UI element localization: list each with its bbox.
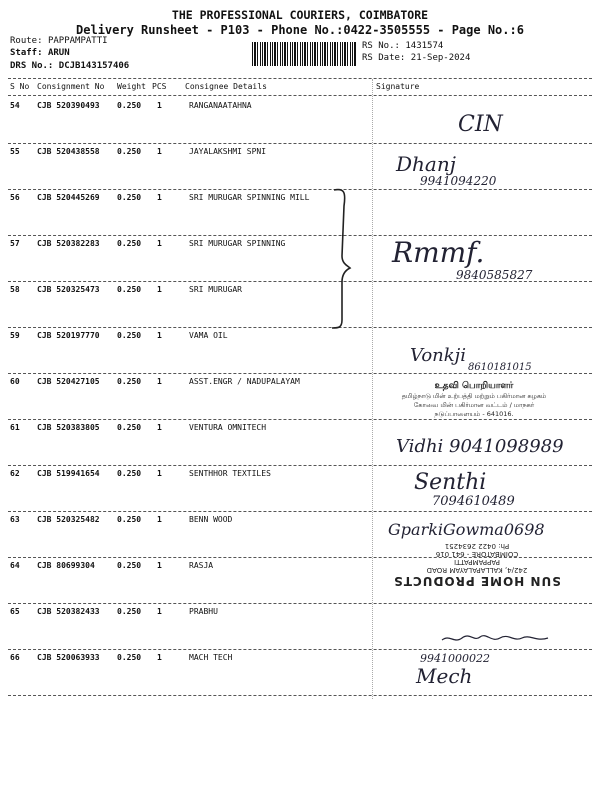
col-header-consignment: Consignment No xyxy=(37,82,105,91)
row-pcs: 1 xyxy=(157,561,162,570)
signature-55: Dhanj xyxy=(396,152,456,176)
runsheet-title: Delivery Runsheet - P103 - Phone No.:0422-3505555 - Page No.:6 xyxy=(76,23,524,37)
row-sno: 62 xyxy=(10,469,20,478)
row-consignee: MACH TECH xyxy=(189,653,233,662)
row-consignee: RANGANAATAHNA xyxy=(189,101,252,110)
row-consignee: SRI MURUGAR SPINNING xyxy=(189,239,286,248)
row-consignment: CJB 520063933 xyxy=(37,653,100,662)
signature-62-phone: 7094610489 xyxy=(432,494,515,509)
row-pcs: 1 xyxy=(157,653,162,662)
row-pcs: 1 xyxy=(157,331,162,340)
row-weight: 0.250 xyxy=(117,239,142,248)
drs-value: DCJB143157406 xyxy=(58,61,130,71)
signature-55-phone: 9941094220 xyxy=(420,174,497,188)
row-pcs: 1 xyxy=(157,469,162,478)
row-consignment: CJB 520445269 xyxy=(37,193,100,202)
route-label: Route: xyxy=(10,36,43,46)
barcode xyxy=(252,42,356,66)
col-header-consignee: Consignee Details xyxy=(185,82,267,91)
row-weight: 0.250 xyxy=(117,469,142,478)
rs-no-value: 1431574 xyxy=(405,41,444,51)
row-sno: 56 xyxy=(10,193,20,202)
row-pcs: 1 xyxy=(157,193,162,202)
row-divider xyxy=(8,511,592,512)
rs-no-line xyxy=(362,41,443,51)
signature-58-phone: 9840585827 xyxy=(456,268,533,282)
staff-line xyxy=(10,48,70,58)
route-line xyxy=(10,36,108,46)
table-row xyxy=(0,99,600,145)
drs-label: DRS No.: xyxy=(10,61,54,71)
signature-column-divider xyxy=(372,79,373,699)
row-pcs: 1 xyxy=(157,377,162,386)
row-consignee: RASJA xyxy=(189,561,214,570)
table-row xyxy=(0,651,600,697)
company-title: THE PROFESSIONAL COURIERS, COIMBATORE xyxy=(171,8,429,22)
staff-value: ARUN xyxy=(47,48,70,58)
signature-66-phone: 9941000022 xyxy=(420,652,490,665)
row-sno: 66 xyxy=(10,653,20,662)
signature-62: Senthi xyxy=(414,470,487,495)
table-row xyxy=(0,145,600,191)
row-weight: 0.250 xyxy=(117,331,142,340)
col-header-pcs: PCS xyxy=(152,82,167,91)
row-sno: 65 xyxy=(10,607,20,616)
row-weight: 0.250 xyxy=(117,377,142,386)
row-weight: 0.250 xyxy=(117,147,142,156)
signature-59: Vonkji xyxy=(410,345,467,366)
row-sno: 54 xyxy=(10,101,20,110)
row-sno: 60 xyxy=(10,377,20,386)
row-sno: 64 xyxy=(10,561,20,570)
row-consignee: VENTURA OMNITECH xyxy=(189,423,267,432)
row-sno: 61 xyxy=(10,423,20,432)
row-consignment: CJB 80699304 xyxy=(37,561,95,570)
col-header-sno: S No xyxy=(10,82,30,91)
row-pcs: 1 xyxy=(157,607,162,616)
staff-label: Staff: xyxy=(10,48,43,58)
row-divider xyxy=(8,143,592,144)
row-pcs: 1 xyxy=(157,101,162,110)
row-divider xyxy=(8,189,592,190)
signature-61: Vidhi 9041098989 xyxy=(396,436,564,457)
row-pcs: 1 xyxy=(157,147,162,156)
row-divider xyxy=(8,419,592,420)
signature-66: Mech xyxy=(416,664,473,688)
row-weight: 0.250 xyxy=(117,653,142,662)
row-weight: 0.250 xyxy=(117,101,142,110)
col-header-weight: Weight xyxy=(117,82,146,91)
row-consignment: CJB 520438558 xyxy=(37,147,100,156)
signature-59-phone: 8610181015 xyxy=(468,362,532,373)
row-consignee: VAMA OIL xyxy=(189,331,228,340)
stamp-line: PAPPAMPATTI xyxy=(454,558,500,566)
signature-54: CIN xyxy=(458,112,503,137)
row-pcs: 1 xyxy=(157,285,162,294)
stamp-line: COIMBATORE - 641 016 xyxy=(435,550,519,558)
stamp-line: 242/4, KALLAPALAYAM ROAD xyxy=(426,566,528,574)
row-consignee: SRI MURUGAR xyxy=(189,285,242,294)
row-consignee: ASST.ENGR / NADUPALAYAM xyxy=(189,377,300,386)
row-sno: 59 xyxy=(10,331,20,340)
rs-date-value: 21-Sep-2024 xyxy=(410,53,471,63)
signature-58: Rmmf. xyxy=(392,236,485,269)
row-sno: 63 xyxy=(10,515,20,524)
row-weight: 0.250 xyxy=(117,607,142,616)
row-divider xyxy=(8,649,592,650)
row-consignment: CJB 520383805 xyxy=(37,423,100,432)
row-weight: 0.250 xyxy=(117,193,142,202)
row-consignee: BENN WOOD xyxy=(189,515,233,524)
table-row xyxy=(0,283,600,329)
row-consignee: SENTHHOR TEXTILES xyxy=(189,469,271,478)
row-consignment: CJB 520325482 xyxy=(37,515,100,524)
stamp-line: நடுப்பாளையம் - 641016. xyxy=(434,410,514,418)
row-divider xyxy=(8,327,592,328)
stamp-line: SUN HOME PRODUCTS xyxy=(393,574,561,588)
row-pcs: 1 xyxy=(157,423,162,432)
row-divider xyxy=(8,373,592,374)
row-weight: 0.250 xyxy=(117,285,142,294)
row-divider xyxy=(8,695,592,696)
row-divider xyxy=(8,603,592,604)
row-consignment: CJB 520390493 xyxy=(37,101,100,110)
bracket-mark xyxy=(330,186,356,332)
row-sno: 55 xyxy=(10,147,20,156)
row-sno: 57 xyxy=(10,239,20,248)
stamp-line: கோவை மின் பகிர்மான வட்டம் / மாநகர் xyxy=(413,401,535,409)
row-consignee: JAYALAKSHMI SPNI xyxy=(189,147,267,156)
rs-date-label: RS Date: xyxy=(362,53,406,63)
row-weight: 0.250 xyxy=(117,561,142,570)
stamp-line: உதவி பொறியாளர் xyxy=(434,381,514,391)
row-divider xyxy=(8,465,592,466)
rs-no-label: RS No.: xyxy=(362,41,400,51)
stamp-line: தமிழ்நாடு மின் உற்பத்தி மற்றும் பகிர்மான கழகம் xyxy=(401,392,547,400)
route-value: PAPPAMPATTI xyxy=(47,36,108,46)
row-pcs: 1 xyxy=(157,239,162,248)
sun-home-stamp xyxy=(372,542,582,588)
row-consignment: CJB 519941654 xyxy=(37,469,100,478)
row-weight: 0.250 xyxy=(117,423,142,432)
header-divider-top xyxy=(8,78,592,79)
row-consignment: CJB 520382433 xyxy=(37,607,100,616)
drs-line xyxy=(10,61,129,71)
table-row xyxy=(0,191,600,237)
row-consignment: CJB 520382283 xyxy=(37,239,100,248)
row-pcs: 1 xyxy=(157,515,162,524)
col-header-signature: Signature xyxy=(376,82,420,91)
row-consignment: CJB 520197770 xyxy=(37,331,100,340)
row-consignment: CJB 520427105 xyxy=(37,377,100,386)
row-weight: 0.250 xyxy=(117,515,142,524)
row-sno: 58 xyxy=(10,285,20,294)
rs-date-line xyxy=(362,53,470,63)
stamp-line: Ph: 0422 2634251 xyxy=(444,542,510,550)
row-consignee: SRI MURUGAR SPINNING MILL xyxy=(189,193,310,202)
row-divider xyxy=(8,235,592,236)
header-divider-bottom xyxy=(8,95,592,96)
tneb-stamp xyxy=(374,381,574,419)
row-consignee: PRABHU xyxy=(189,607,218,616)
signature-63: GparkiGowma0698 xyxy=(388,520,545,539)
signature-65-scribble xyxy=(440,632,552,646)
row-consignment: CJB 520325473 xyxy=(37,285,100,294)
